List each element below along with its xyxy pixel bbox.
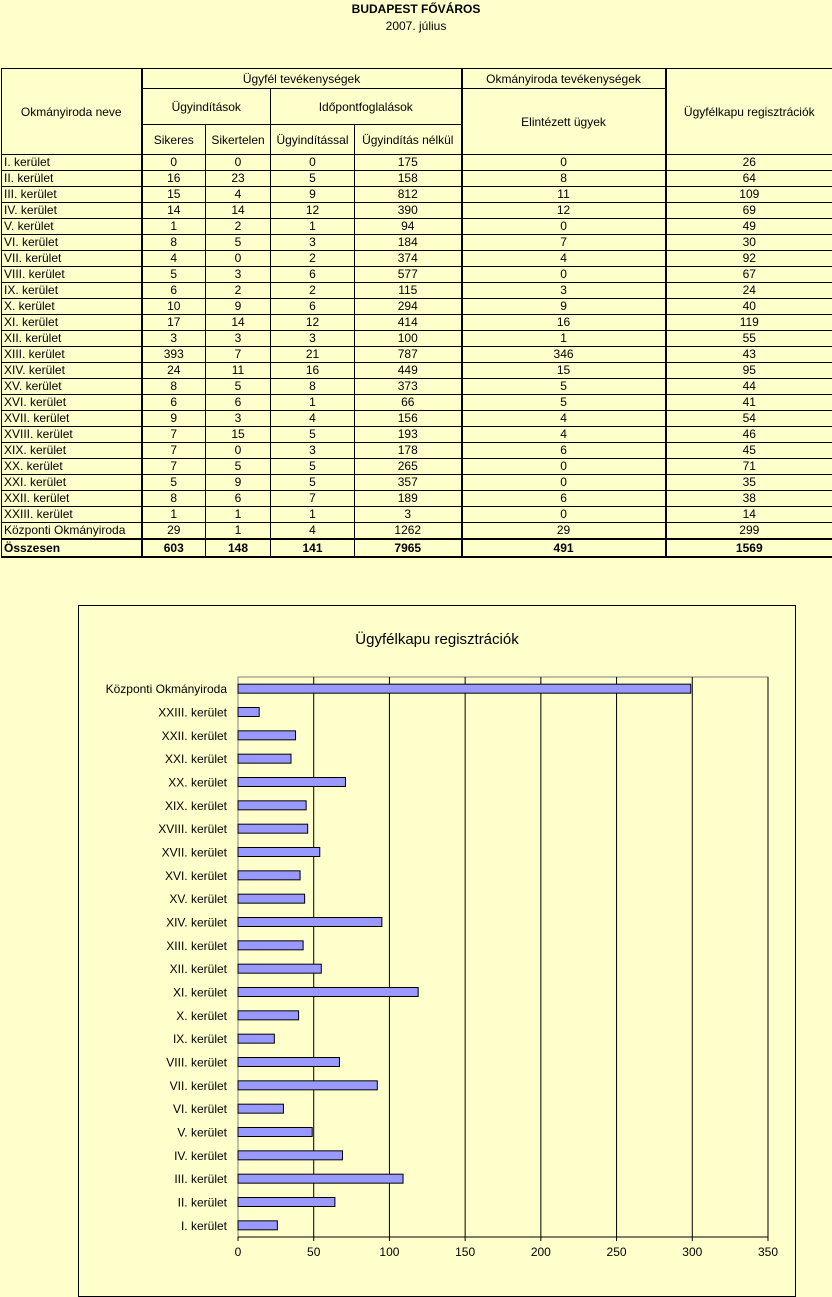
value-cell: 9 xyxy=(462,299,666,315)
category-label: IX. kerület xyxy=(173,1032,228,1046)
value-cell: 92 xyxy=(666,251,832,267)
table-row xyxy=(2,299,832,315)
value-cell: 9 xyxy=(142,411,206,427)
category-label: XI. kerület xyxy=(173,986,228,1000)
value-cell: 3 xyxy=(462,283,666,299)
header-successful: Sikeres xyxy=(142,125,206,155)
value-cell: 6 xyxy=(206,395,271,411)
office-name-cell: VIII. kerület xyxy=(2,267,142,283)
value-cell: 265 xyxy=(355,459,462,475)
value-cell: 8 xyxy=(142,379,206,395)
office-name-cell: VI. kerület xyxy=(2,235,142,251)
value-cell: 0 xyxy=(206,155,271,171)
category-label: X. kerület xyxy=(176,1009,227,1023)
category-label: II. kerület xyxy=(178,1196,228,1210)
table-row xyxy=(2,475,832,491)
value-cell: 3 xyxy=(271,235,355,251)
value-cell: 14 xyxy=(206,203,271,219)
value-cell: 11 xyxy=(206,363,271,379)
office-name-cell: XIII. kerület xyxy=(2,347,142,363)
category-label: V. kerület xyxy=(177,1126,227,1140)
bar xyxy=(238,894,305,903)
value-cell: 294 xyxy=(355,299,462,315)
value-cell: 3 xyxy=(206,267,271,283)
value-cell: 24 xyxy=(142,363,206,379)
value-cell: 23 xyxy=(206,171,271,187)
category-label: XXI. kerület xyxy=(165,752,228,766)
table-row xyxy=(2,235,832,251)
value-cell: 158 xyxy=(355,171,462,187)
value-cell: 3 xyxy=(142,331,206,347)
value-cell: 64 xyxy=(666,171,832,187)
total-row xyxy=(2,539,832,557)
bar xyxy=(238,754,291,763)
table-row xyxy=(2,267,832,283)
category-label: XX. kerület xyxy=(168,776,227,790)
table-row xyxy=(2,331,832,347)
table-row xyxy=(2,523,832,540)
x-tick-label: 300 xyxy=(682,1245,702,1259)
value-cell: 9 xyxy=(206,475,271,491)
category-label: IV. kerület xyxy=(174,1149,228,1163)
office-name-cell: III. kerület xyxy=(2,187,142,203)
bar xyxy=(238,941,303,950)
value-cell: 5 xyxy=(271,171,355,187)
value-cell: 7965 xyxy=(355,539,462,557)
value-cell: 16 xyxy=(462,315,666,331)
x-tick-label: 350 xyxy=(758,1245,778,1259)
office-name-cell: Központi Okmányiroda xyxy=(2,523,142,540)
office-name-cell: I. kerület xyxy=(2,155,142,171)
category-label: XVII. kerület xyxy=(162,846,228,860)
table-row xyxy=(2,443,832,459)
value-cell: 6 xyxy=(142,283,206,299)
value-cell: 0 xyxy=(462,507,666,523)
value-cell: 7 xyxy=(142,459,206,475)
office-name-cell: II. kerület xyxy=(2,171,142,187)
value-cell: 8 xyxy=(142,491,206,507)
bar xyxy=(238,1104,283,1113)
value-cell: 67 xyxy=(666,267,832,283)
value-cell: 14 xyxy=(666,507,832,523)
value-cell: 11 xyxy=(462,187,666,203)
value-cell: 5 xyxy=(271,475,355,491)
value-cell: 4 xyxy=(462,411,666,427)
table-row xyxy=(2,347,832,363)
value-cell: 374 xyxy=(355,251,462,267)
value-cell: 7 xyxy=(142,443,206,459)
value-cell: 5 xyxy=(142,267,206,283)
office-name-cell: XIX. kerület xyxy=(2,443,142,459)
value-cell: 2 xyxy=(206,283,271,299)
table-row xyxy=(2,363,832,379)
value-cell: 5 xyxy=(206,459,271,475)
table-row xyxy=(2,219,832,235)
value-cell: 24 xyxy=(666,283,832,299)
bar xyxy=(238,964,321,973)
value-cell: 6 xyxy=(271,267,355,283)
value-cell: 812 xyxy=(355,187,462,203)
value-cell: 4 xyxy=(271,523,355,540)
office-name-cell: IV. kerület xyxy=(2,203,142,219)
value-cell: 29 xyxy=(142,523,206,540)
value-cell: 29 xyxy=(462,523,666,540)
value-cell: 6 xyxy=(462,491,666,507)
category-label: VIII. kerület xyxy=(166,1056,227,1070)
value-cell: 1 xyxy=(271,507,355,523)
category-label: XVI. kerület xyxy=(165,869,228,883)
value-cell: 7 xyxy=(142,427,206,443)
table-row xyxy=(2,379,832,395)
value-cell: 577 xyxy=(355,267,462,283)
office-name-cell: XIV. kerület xyxy=(2,363,142,379)
category-label: III. kerület xyxy=(174,1172,227,1186)
x-tick-label: 200 xyxy=(531,1245,551,1259)
value-cell: 414 xyxy=(355,315,462,331)
value-cell: 12 xyxy=(271,315,355,331)
value-cell: 17 xyxy=(142,315,206,331)
bar xyxy=(238,1151,342,1160)
value-cell: 95 xyxy=(666,363,832,379)
value-cell: 10 xyxy=(142,299,206,315)
x-tick-label: 50 xyxy=(307,1245,321,1259)
value-cell: 8 xyxy=(462,171,666,187)
value-cell: 0 xyxy=(462,267,666,283)
value-cell: 3 xyxy=(355,507,462,523)
value-cell: 7 xyxy=(462,235,666,251)
bar xyxy=(238,1174,403,1183)
bar xyxy=(238,824,308,833)
value-cell: 5 xyxy=(462,379,666,395)
value-cell: 0 xyxy=(142,155,206,171)
table-row xyxy=(2,459,832,475)
value-cell: 6 xyxy=(462,443,666,459)
value-cell: 7 xyxy=(206,347,271,363)
office-name-cell: XXII. kerület xyxy=(2,491,142,507)
bar xyxy=(238,1221,277,1230)
value-cell: 0 xyxy=(206,443,271,459)
value-cell: 100 xyxy=(355,331,462,347)
table-row xyxy=(2,395,832,411)
bar xyxy=(238,1058,339,1067)
value-cell: 38 xyxy=(666,491,832,507)
report-period: 2007. július xyxy=(0,19,832,33)
office-name-cell: XVIII. kerület xyxy=(2,427,142,443)
office-name-cell: Összesen xyxy=(2,539,142,557)
value-cell: 6 xyxy=(271,299,355,315)
value-cell: 3 xyxy=(206,331,271,347)
header-client-activities: Ügyfél tevékenységek xyxy=(142,69,462,89)
bar xyxy=(238,918,382,927)
value-cell: 4 xyxy=(142,251,206,267)
table-row xyxy=(2,187,832,203)
office-name-cell: XII. kerület xyxy=(2,331,142,347)
header-with-case: Ügyindítással xyxy=(271,125,355,155)
value-cell: 26 xyxy=(666,155,832,171)
value-cell: 6 xyxy=(142,395,206,411)
category-label: XIV. kerület xyxy=(166,916,228,930)
bar xyxy=(238,871,300,880)
value-cell: 43 xyxy=(666,347,832,363)
office-name-cell: XXI. kerület xyxy=(2,475,142,491)
value-cell: 16 xyxy=(271,363,355,379)
value-cell: 2 xyxy=(271,283,355,299)
value-cell: 1 xyxy=(206,507,271,523)
value-cell: 45 xyxy=(666,443,832,459)
value-cell: 94 xyxy=(355,219,462,235)
header-completed-cases: Elintézett ügyek xyxy=(462,89,666,155)
value-cell: 8 xyxy=(271,379,355,395)
value-cell: 12 xyxy=(271,203,355,219)
value-cell: 1 xyxy=(271,219,355,235)
value-cell: 184 xyxy=(355,235,462,251)
value-cell: 15 xyxy=(206,427,271,443)
table-row xyxy=(2,491,832,507)
office-name-cell: XXIII. kerület xyxy=(2,507,142,523)
category-label: Központi Okmányiroda xyxy=(106,682,228,696)
category-label: XVIII. kerület xyxy=(158,822,227,836)
value-cell: 346 xyxy=(462,347,666,363)
office-name-cell: XV. kerület xyxy=(2,379,142,395)
bar xyxy=(238,801,306,810)
value-cell: 3 xyxy=(271,443,355,459)
statistics-table xyxy=(1,68,832,558)
value-cell: 6 xyxy=(206,491,271,507)
value-cell: 14 xyxy=(142,203,206,219)
value-cell: 5 xyxy=(142,475,206,491)
value-cell: 0 xyxy=(462,219,666,235)
value-cell: 8 xyxy=(142,235,206,251)
value-cell: 3 xyxy=(271,331,355,347)
bar xyxy=(238,848,320,857)
value-cell: 4 xyxy=(462,427,666,443)
value-cell: 0 xyxy=(206,251,271,267)
table-row xyxy=(2,155,832,171)
header-unsuccessful: Sikertelen xyxy=(206,125,271,155)
category-label: I. kerület xyxy=(181,1219,228,1233)
value-cell: 1 xyxy=(271,395,355,411)
x-tick-label: 250 xyxy=(607,1245,627,1259)
value-cell: 148 xyxy=(206,539,271,557)
value-cell: 16 xyxy=(142,171,206,187)
category-label: XXII. kerület xyxy=(162,729,228,743)
value-cell: 449 xyxy=(355,363,462,379)
chart-area xyxy=(78,605,796,1297)
value-cell: 5 xyxy=(206,379,271,395)
value-cell: 54 xyxy=(666,411,832,427)
value-cell: 69 xyxy=(666,203,832,219)
value-cell: 14 xyxy=(206,315,271,331)
value-cell: 175 xyxy=(355,155,462,171)
category-label: VII. kerület xyxy=(170,1079,228,1093)
value-cell: 21 xyxy=(271,347,355,363)
bar xyxy=(238,708,259,717)
header-office-name: Okmányiroda neve xyxy=(2,69,142,155)
value-cell: 66 xyxy=(355,395,462,411)
bar xyxy=(238,988,418,997)
table-row xyxy=(2,427,832,443)
value-cell: 491 xyxy=(462,539,666,557)
table-row xyxy=(2,411,832,427)
x-tick-label: 100 xyxy=(379,1245,399,1259)
value-cell: 357 xyxy=(355,475,462,491)
value-cell: 0 xyxy=(462,155,666,171)
value-cell: 9 xyxy=(206,299,271,315)
value-cell: 109 xyxy=(666,187,832,203)
bar xyxy=(238,778,346,787)
value-cell: 9 xyxy=(271,187,355,203)
table-row xyxy=(2,283,832,299)
table-row xyxy=(2,171,832,187)
table-row xyxy=(2,507,832,523)
header-appointments: Időpontfoglalások xyxy=(271,89,462,125)
bar-chart xyxy=(79,606,795,1296)
value-cell: 5 xyxy=(206,235,271,251)
value-cell: 189 xyxy=(355,491,462,507)
value-cell: 44 xyxy=(666,379,832,395)
value-cell: 193 xyxy=(355,427,462,443)
office-name-cell: XVII. kerület xyxy=(2,411,142,427)
value-cell: 41 xyxy=(666,395,832,411)
value-cell: 4 xyxy=(206,187,271,203)
bar xyxy=(238,684,691,693)
office-name-cell: V. kerület xyxy=(2,219,142,235)
value-cell: 2 xyxy=(271,251,355,267)
value-cell: 15 xyxy=(462,363,666,379)
category-label: XXIII. kerület xyxy=(158,706,227,720)
value-cell: 603 xyxy=(142,539,206,557)
bar xyxy=(238,1011,299,1020)
value-cell: 178 xyxy=(355,443,462,459)
category-label: XIX. kerület xyxy=(165,799,228,813)
value-cell: 115 xyxy=(355,283,462,299)
bar xyxy=(238,1198,335,1207)
value-cell: 4 xyxy=(271,411,355,427)
value-cell: 0 xyxy=(462,459,666,475)
value-cell: 1569 xyxy=(666,539,832,557)
office-name-cell: XX. kerület xyxy=(2,459,142,475)
bar xyxy=(238,731,296,740)
value-cell: 156 xyxy=(355,411,462,427)
value-cell: 1 xyxy=(206,523,271,540)
value-cell: 1 xyxy=(142,507,206,523)
table-row xyxy=(2,315,832,331)
office-name-cell: XI. kerület xyxy=(2,315,142,331)
value-cell: 2 xyxy=(206,219,271,235)
value-cell: 0 xyxy=(462,475,666,491)
value-cell: 787 xyxy=(355,347,462,363)
office-name-cell: XVI. kerület xyxy=(2,395,142,411)
report-title: BUDAPEST FŐVÁROS xyxy=(0,2,832,16)
value-cell: 119 xyxy=(666,315,832,331)
value-cell: 1262 xyxy=(355,523,462,540)
header-office-activities: Okmányiroda tevékenységek xyxy=(462,69,666,89)
value-cell: 5 xyxy=(271,459,355,475)
value-cell: 35 xyxy=(666,475,832,491)
value-cell: 141 xyxy=(271,539,355,557)
value-cell: 49 xyxy=(666,219,832,235)
category-label: XIII. kerület xyxy=(166,939,227,953)
header-without-case: Ügyindítás nélkül xyxy=(355,125,462,155)
value-cell: 7 xyxy=(271,491,355,507)
header-case-starts: Ügyindítások xyxy=(142,89,271,125)
value-cell: 3 xyxy=(206,411,271,427)
value-cell: 5 xyxy=(271,427,355,443)
value-cell: 71 xyxy=(666,459,832,475)
bar xyxy=(238,1128,312,1137)
value-cell: 0 xyxy=(271,155,355,171)
chart-title: Ügyfélkapu regisztrációk xyxy=(79,631,795,648)
bar xyxy=(238,1034,274,1043)
value-cell: 5 xyxy=(462,395,666,411)
office-name-cell: X. kerület xyxy=(2,299,142,315)
value-cell: 55 xyxy=(666,331,832,347)
value-cell: 373 xyxy=(355,379,462,395)
bar xyxy=(238,1081,377,1090)
x-tick-label: 150 xyxy=(455,1245,475,1259)
value-cell: 4 xyxy=(462,251,666,267)
category-label: VI. kerület xyxy=(173,1102,228,1116)
category-label: XII. kerület xyxy=(170,962,228,976)
header-ugyfelkapu: Ügyfélkapu regisztrációk xyxy=(666,69,832,155)
value-cell: 15 xyxy=(142,187,206,203)
x-tick-label: 0 xyxy=(235,1245,242,1259)
value-cell: 46 xyxy=(666,427,832,443)
category-label: XV. kerület xyxy=(169,892,227,906)
value-cell: 299 xyxy=(666,523,832,540)
value-cell: 393 xyxy=(142,347,206,363)
value-cell: 40 xyxy=(666,299,832,315)
value-cell: 1 xyxy=(142,219,206,235)
table-row xyxy=(2,251,832,267)
value-cell: 1 xyxy=(462,331,666,347)
office-name-cell: IX. kerület xyxy=(2,283,142,299)
value-cell: 12 xyxy=(462,203,666,219)
value-cell: 30 xyxy=(666,235,832,251)
value-cell: 390 xyxy=(355,203,462,219)
office-name-cell: VII. kerület xyxy=(2,251,142,267)
table-row xyxy=(2,203,832,219)
